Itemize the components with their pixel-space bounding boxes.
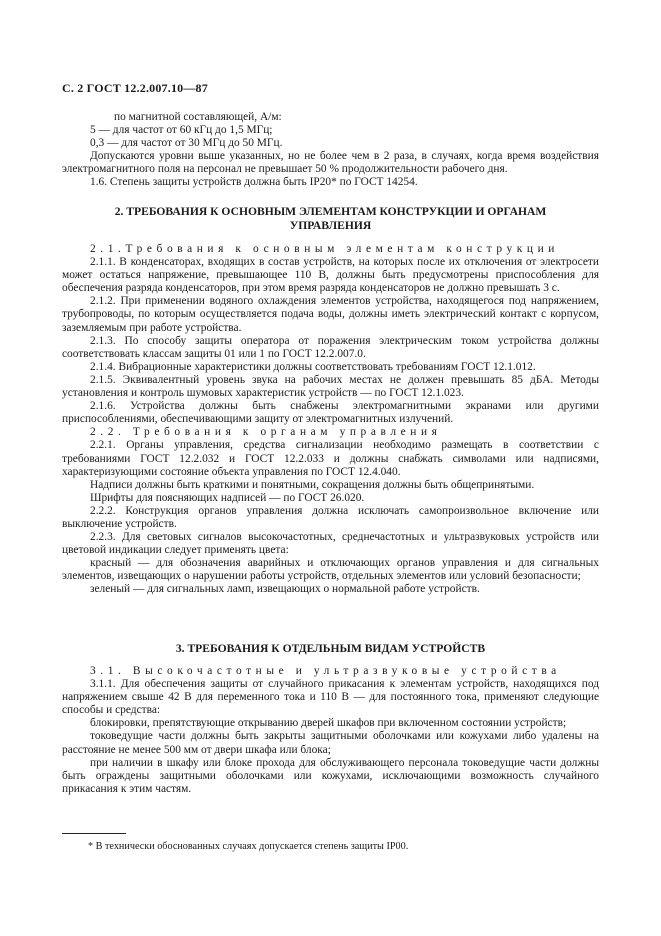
page-header: С. 2 ГОСТ 12.2.007.10—87 [62, 81, 208, 95]
intro-block [62, 111, 599, 190]
clause-2-1-6: 2.1.6. Устройства должны быть снабжены электромагнитными экранами или другими приспособлениями, обеспечивающими защиту от электромагнитных излучений. [62, 400, 599, 426]
intro-line-3: 0,3 — для частот от 30 МГц до 50 МГц. [90, 137, 283, 150]
clause-2-1-4: 2.1.4. Вибрационные характеристики должны соответствовать требованиям ГОСТ 12.1.012. [90, 360, 536, 373]
clause-2-2-1-note-1: Надписи должны быть краткими и понятными, сокращения должны быть общепринятыми. [90, 478, 535, 491]
intro-line-2: 5 — для частот от 60 кГц до 1,5 МГц; [90, 124, 273, 137]
section-2-title: 2. ТРЕБОВАНИЯ К ОСНОВНЫМ ЭЛЕМЕНТАМ КОНСТРУКЦИИ И ОРГАНАМ УПРАВЛЕНИЯ [114, 205, 547, 232]
clause-2-1-1: 2.1.1. В конденсаторах, входящих в состав устройств, на которых после их отключения от электросети может остаться напряжение, превышающее 110 В, должны быть предусмотрены приспособления для обеспечения разряда конденсаторов, при этом время разряда конденсаторов не должно превышать 3 с. [62, 256, 599, 295]
intro-line-1: по магнитной составляющей, А/м: [114, 111, 282, 123]
clause-2-2-3: 2.2.3. Для световых сигналов высокочастотных, среднечастотных и ультразвуковых устройств или цветовой индикации следует применять цвета: [62, 531, 599, 557]
subsection-2-1-heading: 2.1.Требования к основным элементам конструкции [90, 243, 559, 255]
clause-3-1-1: 3.1.1. Для обеспечения защиты от случайного прикасания к элементам устройств, находящихся под напряжением свыше 42 В для переменного тока и 110 В — для постоянного тока, применяют следующие способы и средства: [62, 678, 599, 717]
section-3 [62, 642, 599, 796]
clause-2-2-2: 2.2.2. Конструкция органов управления должна исключать самопроизвольное включение или выключение устройств. [62, 504, 599, 530]
footnote-rule [62, 833, 126, 834]
clause-2-1-3: 2.1.3. По способу защиты оператора от поражения электрическим током устройства должны соответствовать классам защиты 01 или 1 по ГОСТ 12.2.007.0. [62, 334, 599, 360]
measure-guarding: при наличии в шкафу или блоке прохода для обслуживающего персонала токоведущие части должны быть ограждены защитными оболочками или кожухами, исключающими возможность случайного прикасания к этим частям. [62, 756, 599, 795]
subsection-2-2-heading: 2.2. Требования к органам управления [90, 426, 442, 439]
measure-interlocks: блокировки, препятствующие открыванию дверей шкафов при включенном состоянии устройств; [90, 717, 567, 730]
clause-2-1-5: 2.1.5. Эквивалентный уровень звука на рабочих местах не должен превышать 85 дБА. Методы установления и контроль шумовых характеристик устройств — по ГОСТ 12.1.023. [62, 373, 599, 400]
section-3-title: 3. ТРЕБОВАНИЯ К ОТДЕЛЬНЫМ ВИДАМ УСТРОЙСТВ [175, 642, 486, 655]
intro-line-4: Допускаются уровни выше указанных, но не более чем в 2 раза, в случаях, когда время воздействия электромагнитного поля на персонал не превышает 50 % продолжительности рабочего дня. [62, 150, 599, 176]
clause-2-2-1: 2.2.1. Органы управления, средства сигнализации необходимо размещать в соответствии с требованиями ГОСТ 12.2.032 и ГОСТ 12.2.033 и должны снабжать символами или надписями, характеризующими состояние объекта управления по ГОСТ 12.4.040. [62, 439, 599, 478]
color-green-item: зеленый — для сигнальных ламп, извещающих о нормальной работе устройств. [90, 583, 480, 596]
clause-2-1-2: 2.1.2. При применении водяного охлаждения элементов устройства, находящегося под напряжением, трубопроводы, по которым осуществляется подача воды, должны иметь электрический контакт с корпусом, заземляемым при работе устройства. [62, 295, 599, 334]
footnote: * В технически обоснованных случаях допускается степень защиты IP00. [88, 841, 409, 852]
intro-line-5: 1.6. Степень защиты устройств должна быть IP20* по ГОСТ 14254. [90, 176, 418, 189]
section-2 [62, 205, 599, 597]
measure-enclosures: токоведущие части должны быть закрыты защитными оболочками или кожухами либо удалены на расстояние не менее 500 мм от двери шкафа или блока; [62, 730, 599, 756]
subsection-3-1-heading: 3.1. Высокочастотные и ультразвуковые устройства [90, 665, 561, 677]
clause-2-2-1-note-2: Шрифты для поясняющих надписей — по ГОСТ 26.020. [90, 491, 365, 504]
color-red-item: красный — для обозначения аварийных и отключающих органов управления и для сигнальных элементов, извещающих о нарушении работы устройств, отдельных элементов или условий безопасности; [62, 557, 599, 583]
